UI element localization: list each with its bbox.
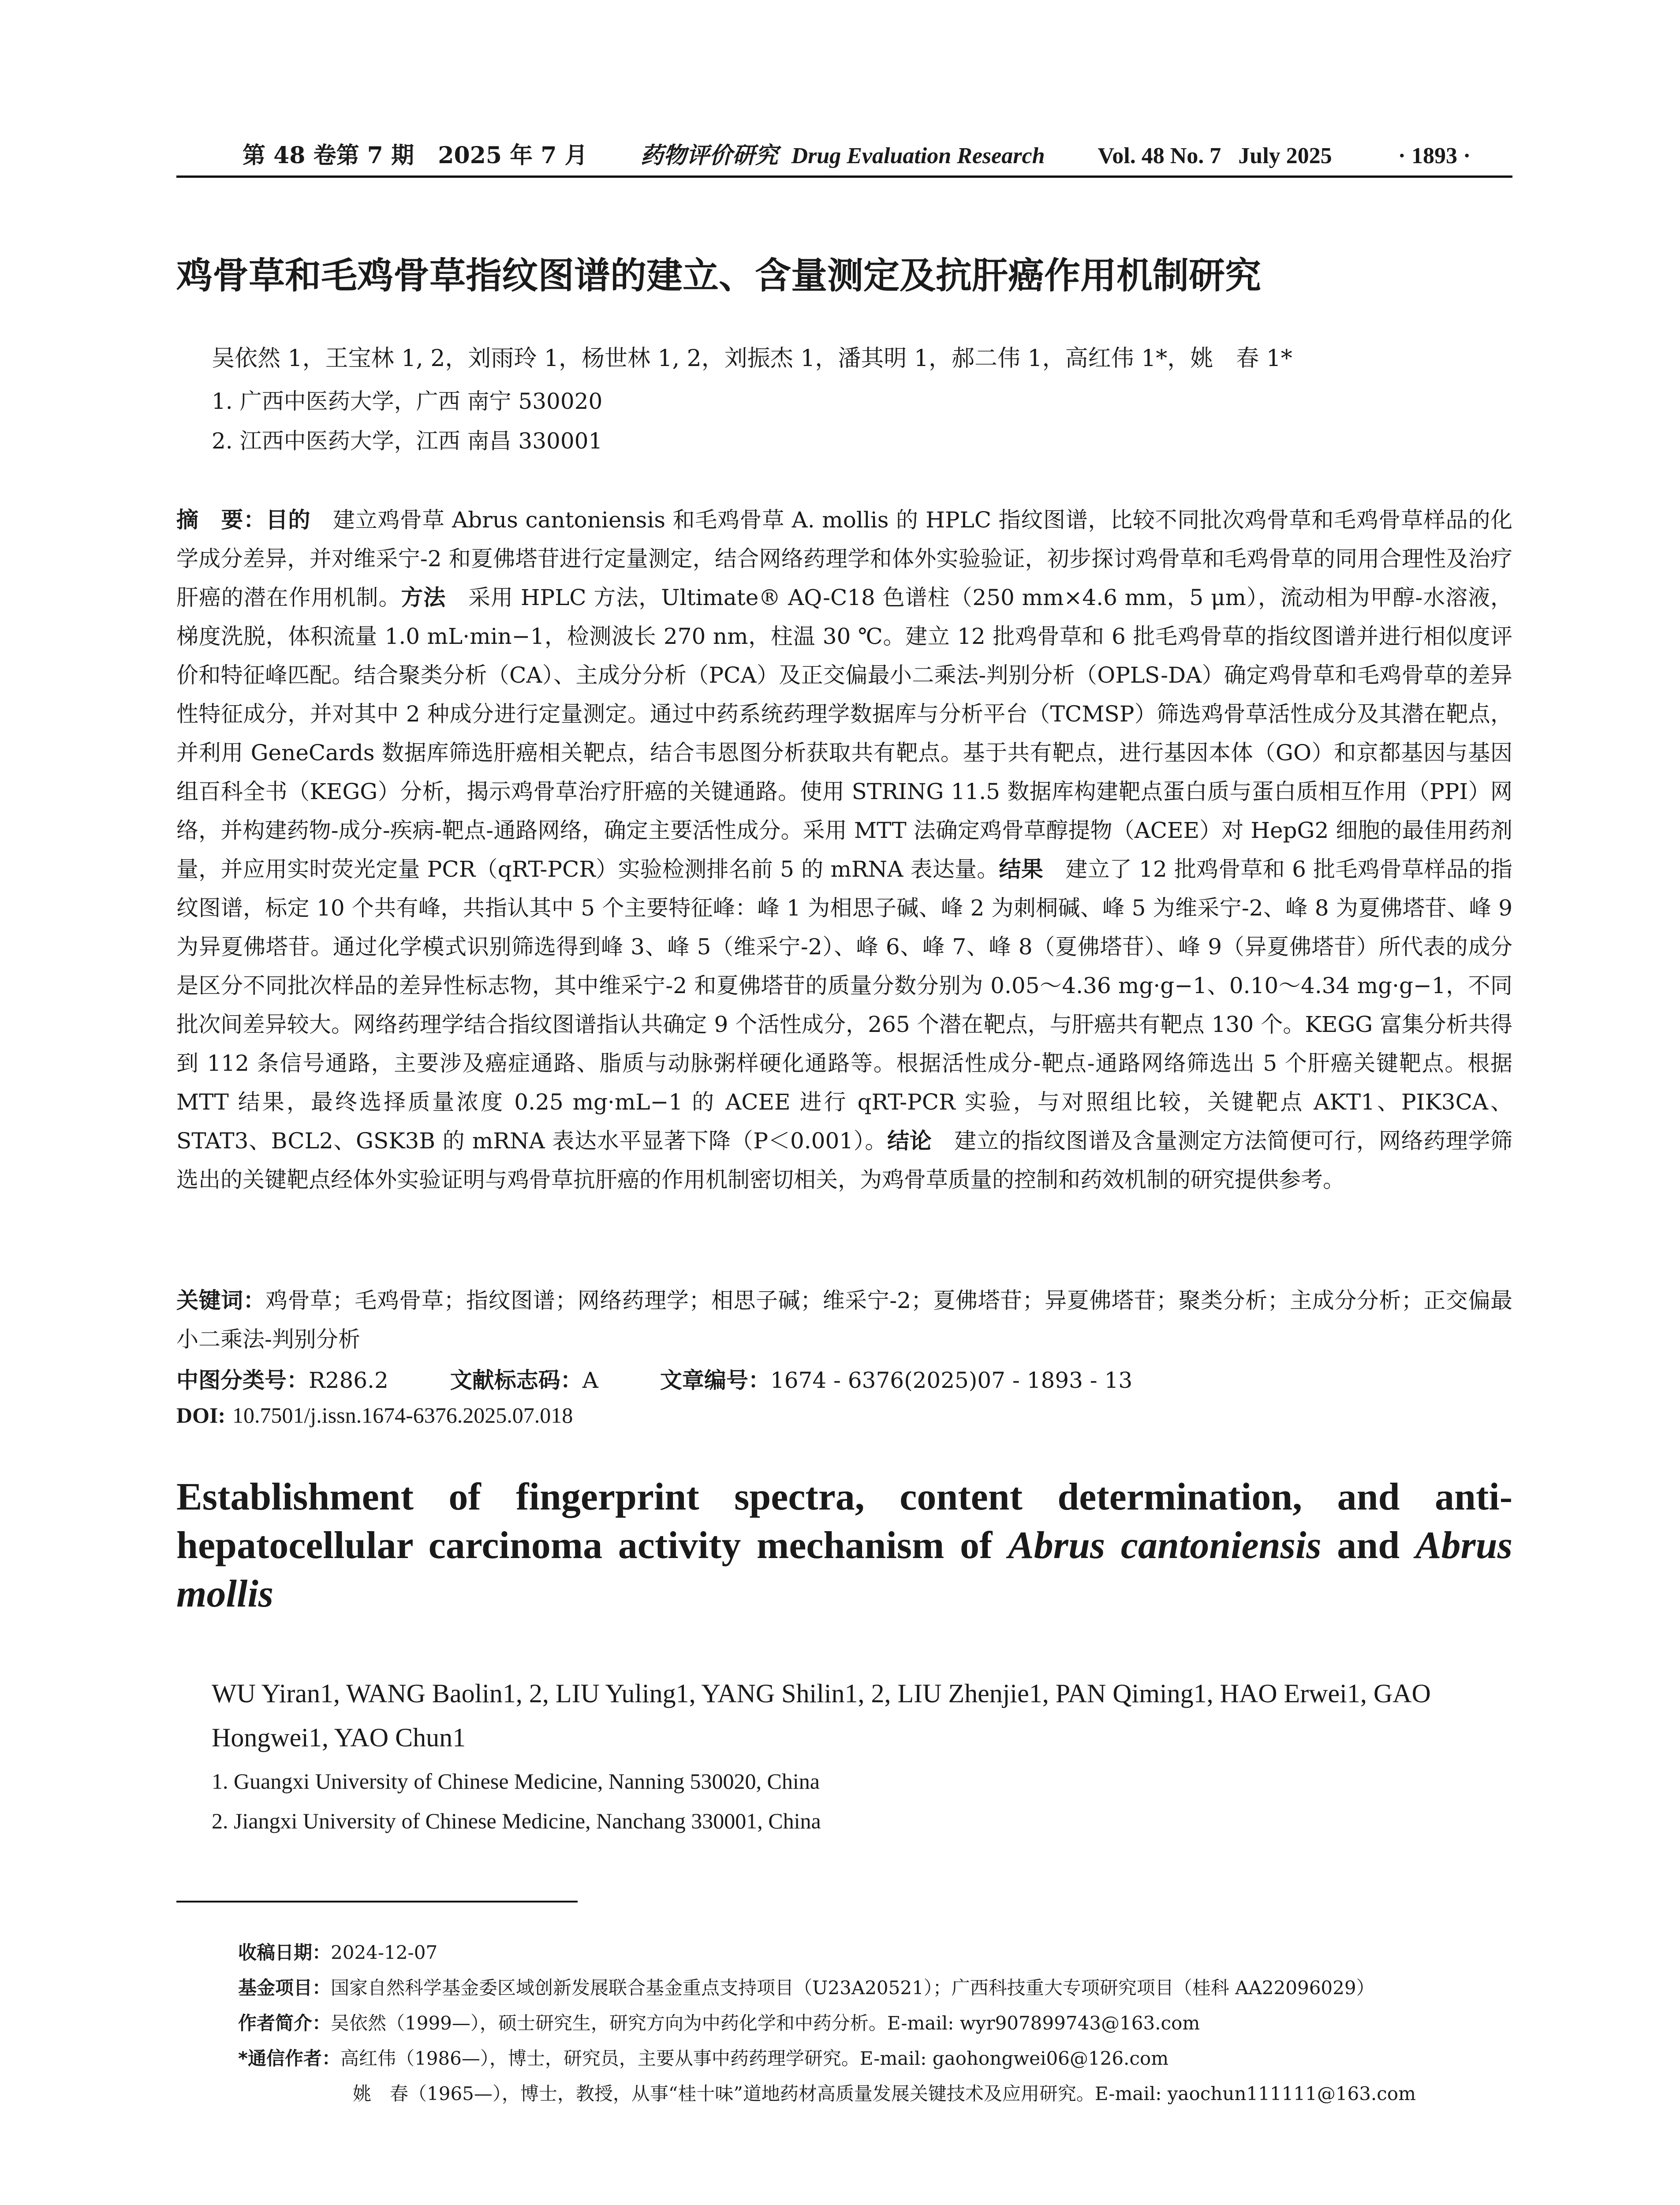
footnote-corresponding-2: 姚 春（1965—），博士，教授，从事“桂十味”道地药材高质量发展关键技术及应用研究。E-mail: yaochun111111@163.com (353, 2083, 1416, 2104)
result-label: 结果 (999, 856, 1043, 882)
page-number: · 1893 · (1398, 143, 1471, 168)
conclusion-label: 结论 (887, 1128, 932, 1154)
doi-label: DOI: (176, 1403, 226, 1428)
document-code: 文献标志码：A (450, 1368, 598, 1393)
keywords (176, 1281, 1512, 1359)
article-number: 文章编号：1674 - 6376(2025)07 - 1893 - 13 (660, 1368, 1133, 1393)
footnote-corresponding: *通信作者：高红伟（1986—），博士，研究员，主要从事中药药理学研究。E-mail: gaohongwei06@126.com (238, 2048, 1169, 2069)
objective-text: 建立鸡骨草 Abrus cantoniensis 和毛鸡骨草 A. mollis 的 HPLC 指纹图谱，比较不同批次鸡骨草和毛鸡骨草样品的化学成分差异，并对维采宁-2 和夏佛塔苷进行定量测定，结合网络药理学和体外实验验证，初步探讨鸡骨草和毛鸡骨草的同用合理性及治疗肝癌的潜在作用机制。 (176, 507, 1513, 610)
doi (176, 1402, 573, 1428)
affiliation-en-2: 2. Jiangxi University of Chinese Medicine, Nanchang 330001, China (212, 1809, 821, 1833)
keywords-text: 鸡骨草；毛鸡骨草；指纹图谱；网络药理学；相思子碱；维采宁-2；夏佛塔苷；异夏佛塔苷；聚类分析；主成分分析；正交偏最小二乘法-判别分析 (176, 1288, 1512, 1352)
authors-en: WU Yiran1, WANG Baolin1, 2, LIU Yuling1, YANG Shilin1, 2, LIU Zhenjie1, PAN Qiming1, HAO Erwei1, GAO Hongwei1, YAO Chun1 (212, 1679, 1431, 1752)
issue-en: Vol. 48 No. 7 July 2025 (1098, 143, 1332, 168)
journal-name-en: Drug Evaluation Research (791, 143, 1045, 168)
affiliation-en-1: 1. Guangxi University of Chinese Medicine, Nanning 530020, China (212, 1769, 820, 1794)
classification-row (176, 1363, 1194, 1394)
header-rule (176, 176, 1512, 178)
affiliation-cn-1: 1. 广西中医药大学，广西 南宁 530020 (212, 389, 603, 414)
result-text: 建立了 12 批鸡骨草和 6 批毛鸡骨草样品的指纹图谱，标定 10 个共有峰，共指认其中 5 个主要特征峰：峰 1 为相思子碱、峰 2 为刺桐碱、峰 5 为维采宁-2、峰 8 为夏佛塔苷、峰 9 为异夏佛塔苷。通过化学模式识别筛选得到峰 3、峰 5（维采宁-2）、峰 6、峰 7、峰 8（夏佛塔苷）、峰 9（异夏佛塔苷）所代表的成分是区分不同批次样品的差异性标志物，其中维采宁-2 和夏佛塔苷的质量分数分别为 0.05～4.36 mg·g−1、0.10～4.34 mg·g−1，不同批次间差异较大。网络药理学结合指纹图谱指认共确定 9 个活性成分，265 个潜在靶点，与肝癌共有靶点 130 个。KEGG 富集分析共得到 112 条信号通路，主要涉及癌症通路、脂质与动脉粥样硬化通路等。根据活性成分-靶点-通路网络筛选出 5 个肝癌关键靶点。根据 MTT 结果，最终选择质量浓度 0.25 mg·mL−1 的 ACEE 进行 qRT-PCR 实验，与对照组比较，关键靶点 AKT1、PIK3CA、STAT3、BCL2、GSK3B 的 mRNA 表达水平显著下降（P＜0.001）。 (176, 856, 1513, 1154)
footnote-rule (176, 1901, 578, 1902)
journal-logo-cn: 药物评价研究 (640, 142, 778, 169)
species-2: Abrus mollis (176, 1524, 1512, 1615)
clc-number: 中图分类号：R286.2 (176, 1368, 388, 1393)
abstract (176, 501, 1512, 1199)
issue-cn: 第 48 卷第 7 期 2025 年 7 月 (243, 142, 588, 169)
running-header (176, 137, 1512, 181)
objective-label: 目的 (265, 507, 311, 533)
title-cn: 鸡骨草和毛鸡骨草指纹图谱的建立、含量测定及抗肝癌作用机制研究 (176, 255, 1262, 297)
method-label: 方法 (401, 585, 446, 610)
doi-value: 10.7501/j.issn.1674-6376.2025.07.018 (232, 1403, 573, 1428)
method-text: 采用 HPLC 方法，Ultimate® AQ-C18 色谱柱（250 mm×4.6 mm，5 μm），流动相为甲醇-水溶液，梯度洗脱，体积流量 1.0 mL·min−1，检测波长 270 nm，柱温 30 ℃。建立 12 批鸡骨草和 6 批毛鸡骨草的指纹图谱并进行相似度评价和特征峰匹配。结合聚类分析（CA）、主成分分析（PCA）及正交偏最小二乘法-判别分析（OPLS-DA）确定鸡骨草和毛鸡骨草的差异性特征成分，并对其中 2 种成分进行定量测定。通过中药系统药理学数据库与分析平台（TCMSP）筛选鸡骨草活性成分及其潜在靶点，并利用 GeneCards 数据库筛选肝癌相关靶点，结合韦恩图分析获取共有靶点。基于共有靶点，进行基因本体（GO）和京都基因与基因组百科全书（KEGG）分析，揭示鸡骨草治疗肝癌的关键通路。使用 STRING 11.5 数据库构建靶点蛋白质与蛋白质相互作用（PPI）网络，并构建药物-成分-疾病-靶点-通路网络，确定主要活性成分。采用 MTT 法确定鸡骨草醇提物（ACEE）对 HepG2 细胞的最佳用药剂量，并应用实时荧光定量 PCR（qRT-PCR）实验检测排名前 5 的 mRNA 表达量。 (176, 585, 1513, 882)
footnote-received: 收稿日期：2024-12-07 (238, 1942, 438, 1963)
affiliation-cn-2: 2. 江西中医药大学，江西 南昌 330001 (212, 428, 603, 454)
footnote-author: 作者简介：吴依然（1999—），硕士研究生，研究方向为中药化学和中药分析。E-mail: wyr907899743@163.com (238, 2012, 1200, 2034)
keywords-label: 关键词： (176, 1288, 266, 1313)
species-1: Abrus cantoniensis (1008, 1524, 1322, 1567)
authors-cn: 吴依然 1，王宝林 1, 2，刘雨玲 1，杨世林 1, 2，刘振杰 1，潘其明 1，郝二伟 1，高红伟 1*，姚 春 1* (212, 345, 1292, 372)
abstract-label: 摘 要： (176, 507, 266, 533)
title-en: Establishment of fingerprint spectra, content determination, and anti-hepatocellular carcinoma activity mechanism of Abrus cantoniensis and Abrus mollis (176, 1476, 1512, 1615)
conclusion-text: 建立的指纹图谱及含量测定方法简便可行，网络药理学筛选出的关键靶点经体外实验证明与鸡骨草抗肝癌的作用机制密切相关，为鸡骨草质量的控制和药效机制的研究提供参考。 (176, 1128, 1513, 1192)
footnote-fund: 基金项目：国家自然科学基金委区域创新发展联合基金重点支持项目（U23A20521）；广西科技重大专项研究项目（桂科 AA22096029） (238, 1977, 1375, 1999)
